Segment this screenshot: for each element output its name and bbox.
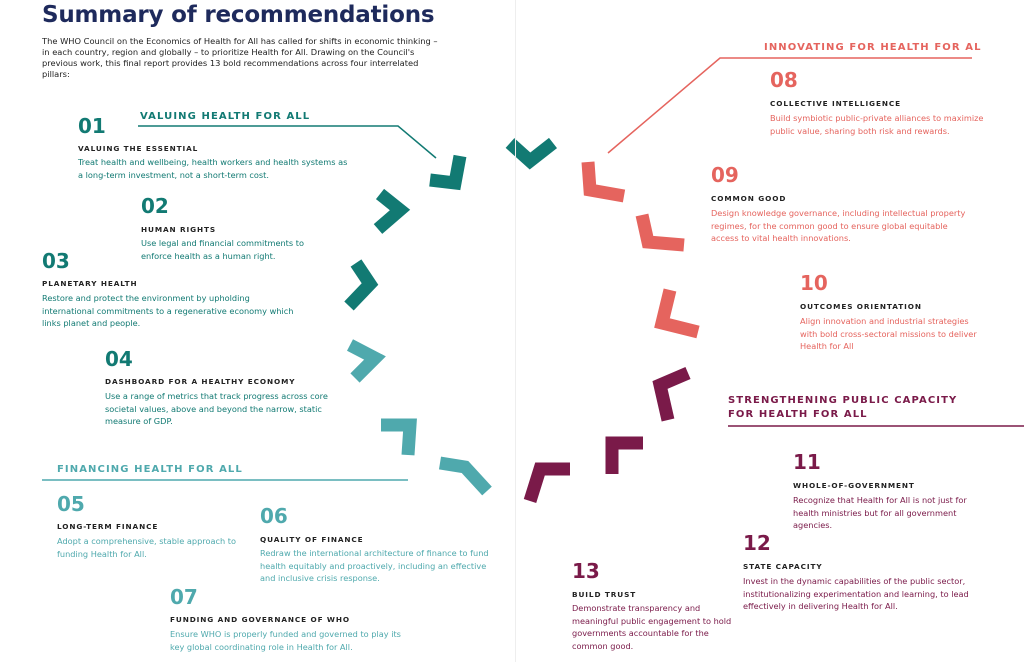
rec-07-description: Ensure WHO is properly funded and governed to play its key global coordinating role in Health for All. xyxy=(170,629,401,652)
pillar-heading-innovating: INNOVATING FOR HEALTH FOR AL xyxy=(764,42,982,53)
chevron-4 xyxy=(349,263,370,306)
pillar-heading-strengthening-line2: FOR HEALTH FOR ALL xyxy=(728,409,868,420)
rec-08-description: Build symbiotic public-private alliances to maximize public value, sharing both risk and rewards. xyxy=(770,113,984,136)
pillar-heading-valuing: VALUING HEALTH FOR ALL xyxy=(140,111,311,122)
rec-13-number: 13 xyxy=(572,559,600,583)
rec-13-heading: BUILD TRUST xyxy=(572,590,637,599)
rec-04-description: Use a range of metrics that track progress across core societal values, above and beyond the narrow, static measure of GDP. xyxy=(105,391,328,426)
chevron-6 xyxy=(381,425,410,455)
rec-07-number: 07 xyxy=(170,585,198,609)
chevron-10 xyxy=(662,290,698,332)
intro-paragraph: The WHO Council on the Economics of Health for All has called for shifts in economic thinking – in each country, region and globally – to prioritize Health for All. Drawing on the Council's previous work, this final report provides 13 bold recommendations across four interrelated pillars: xyxy=(42,36,438,79)
rec-08-heading: COLLECTIVE INTELLIGENCE xyxy=(770,99,901,108)
page-title: Summary of recommendations xyxy=(42,2,435,28)
pillar-heading-strengthening-line1: STRENGTHENING PUBLIC CAPACITY xyxy=(728,395,958,406)
rec-01-description: Treat health and wellbeing, health workers and health systems as a long-term investment, not a short-term cost. xyxy=(78,157,348,180)
chevron-13 xyxy=(530,469,570,501)
rec-09-number: 09 xyxy=(711,163,739,187)
chevron-12 xyxy=(612,443,643,474)
rec-11-description: Recognize that Health for All is not just for health ministries but for all government agencies. xyxy=(793,495,967,530)
chevron-7 xyxy=(440,463,487,491)
rec-11-heading: WHOLE-OF-GOVERNMENT xyxy=(793,481,915,490)
rec-02-description: Use legal and financial commitments to enforce health as a human right. xyxy=(141,238,304,261)
rec-12-description: Invest in the dynamic capabilities of the public sector, institutionalizing experimentation and learning, to lead effectively in delivering Health for All. xyxy=(743,576,969,611)
rec-03-number: 03 xyxy=(42,249,70,273)
rec-09-description: Design knowledge governance, including intellectual property regimes, for the common good to ensure global equitable access to vital health innovations. xyxy=(711,208,966,243)
rec-08-number: 08 xyxy=(770,68,798,92)
rec-11-number: 11 xyxy=(793,450,821,474)
rec-12-number: 12 xyxy=(743,531,771,555)
chevron-5 xyxy=(350,345,375,378)
chevron-2 xyxy=(430,156,460,183)
rec-06-number: 06 xyxy=(260,504,288,528)
rec-05-heading: LONG-TERM FINANCE xyxy=(57,522,159,531)
rec-10-description: Align innovation and industrial strategies with bold cross-sectoral missions to deliver Health for All xyxy=(800,316,977,351)
rec-03-heading: PLANETARY HEALTH xyxy=(42,279,138,288)
rec-09-heading: COMMON GOOD xyxy=(711,194,787,203)
chevron-9 xyxy=(642,215,684,245)
rec-01-heading: VALUING THE ESSENTIAL xyxy=(78,144,199,153)
rec-06-heading: QUALITY OF FINANCE xyxy=(260,535,364,544)
rec-05-description: Adopt a comprehensive, stable approach to funding Health for All. xyxy=(57,536,236,559)
page-spread-divider xyxy=(515,0,516,662)
rec-12-heading: STATE CAPACITY xyxy=(743,562,823,571)
rec-06-description: Redraw the international architecture of finance to fund health equitably and proactively, including an effective and inclusive crisis response. xyxy=(260,548,489,583)
chevron-8 xyxy=(588,162,624,196)
chevron-11 xyxy=(660,373,688,420)
rec-10-number: 10 xyxy=(800,271,828,295)
rec-02-heading: HUMAN RIGHTS xyxy=(141,225,217,234)
rec-01-number: 01 xyxy=(78,114,106,138)
rec-04-heading: DASHBOARD FOR A HEALTHY ECONOMY xyxy=(105,377,296,386)
rec-13-description: Demonstrate transparency and meaningful public engagement to hold governments accountable for the common good. xyxy=(572,603,732,651)
chevron-1 xyxy=(510,143,553,161)
rec-04-number: 04 xyxy=(105,347,133,371)
pillar-heading-financing: FINANCING HEALTH FOR ALL xyxy=(57,464,243,475)
rec-07-heading: FUNDING AND GOVERNANCE OF WHO xyxy=(170,615,350,624)
rec-05-number: 05 xyxy=(57,492,85,516)
rec-10-heading: OUTCOMES ORIENTATION xyxy=(800,302,922,311)
valuing-leader-line xyxy=(138,126,436,158)
rec-02-number: 02 xyxy=(141,194,169,218)
rec-03-description: Restore and protect the environment by upholding international commitments to a regenerative economy which links planet and people. xyxy=(42,293,294,328)
chevron-3 xyxy=(378,194,400,229)
